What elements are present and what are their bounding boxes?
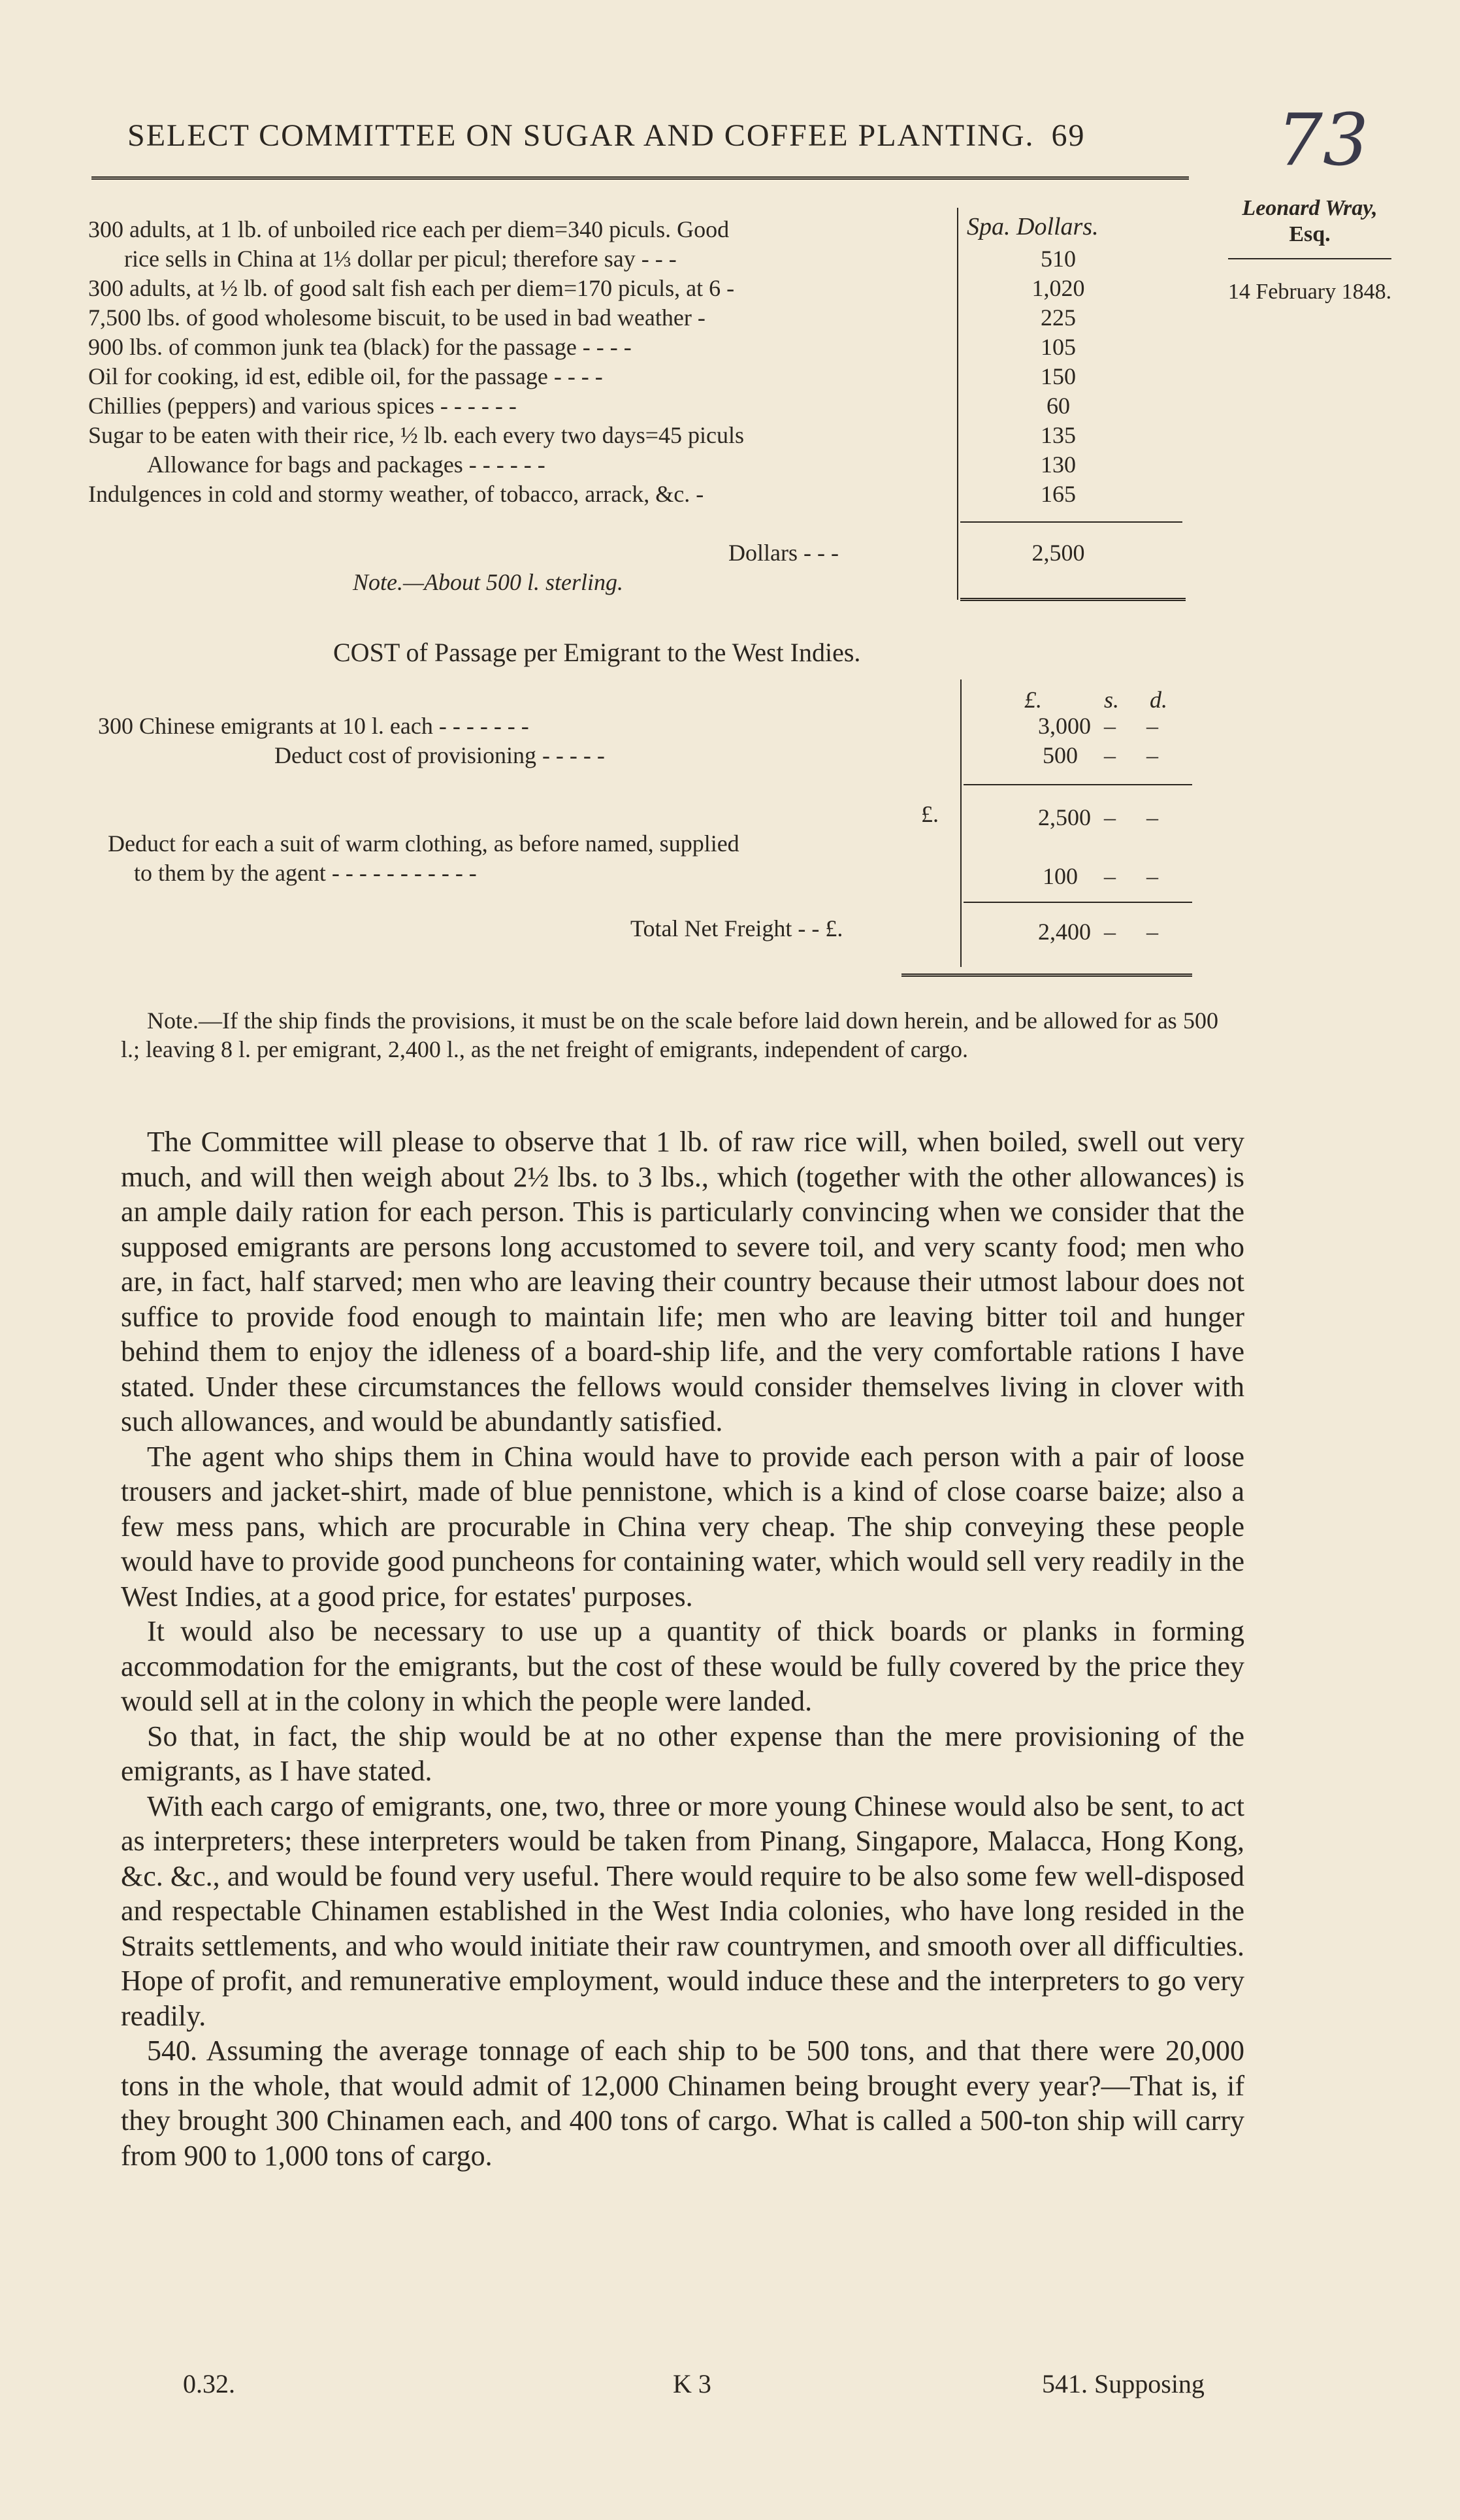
header-title: SELECT COMMITTEE ON SUGAR AND COFFEE PLANTING. xyxy=(127,118,1035,153)
paragraph: So that, in fact, the ship would be at no other expense than the mere provisioning of the emigrants, as I have stated. xyxy=(121,1720,1244,1787)
passage-total-rule xyxy=(901,974,1192,977)
sidenote-name: Leonard Wray, xyxy=(1242,196,1378,220)
column-header-pence: d. xyxy=(1150,687,1167,713)
body-text xyxy=(121,1124,1244,2173)
passage-total-top-rule xyxy=(964,902,1192,903)
table-cell: – xyxy=(1146,804,1158,830)
footer-catchword: 541. Supposing xyxy=(1042,2369,1205,2398)
table-cell: – xyxy=(1104,713,1116,739)
handwritten-folio-number: 73 xyxy=(1277,98,1369,182)
table-cell: – xyxy=(1146,863,1158,889)
provisions-note: Note.—About 500 l. sterling. xyxy=(353,569,623,595)
provisions-total-rule xyxy=(960,598,1186,601)
paragraph: 540. Assuming the average tonnage of each ship to be 500 tons, and that there were 20,000 tons in the whole, that would admit of 12,000 Chinamen being brought every year?—That is, if they brought 300 Chinamen each, and 400 tons of cargo. What is called a 500-ton ship will carry from 900 to 1,000 tons of cargo. xyxy=(121,2035,1244,2172)
table-cell: – xyxy=(1104,742,1116,768)
footer-signature: K 3 xyxy=(673,2369,711,2398)
passage-column-divider xyxy=(960,679,962,967)
provisions-subtotal-rule xyxy=(960,521,1182,523)
header-rule xyxy=(91,176,1189,180)
column-header-shillings: s. xyxy=(1104,687,1120,713)
paragraph: The Committee will please to observe that 1 lb. of raw rice will, when boiled, swell out very much, and will then weigh about 2½ lbs. to 3 lbs., which (together with the other allowances) is an ample daily ration for each person. This is particularly convincing when we consider that the supposed emigrants are persons long accustomed to severe toil, and very scanty food; men who are, in fact, half starved; men who are leaving their country because their utmost labour does not suffice to provide food enough to maintain life; men who are leaving bitter toil and hunger behind them to enjoy the idleness of a board-ship life, and the very comfortable rations I have stated. Under these circumstances the fellows would consider themselves living in clover with such allowances, and would be abundantly satisfied. xyxy=(121,1126,1244,1437)
table-cell: 2,500 xyxy=(1038,804,1091,830)
page-number: 69 xyxy=(1051,118,1086,153)
table-row: £. xyxy=(921,801,939,827)
sidenote-date: 14 February 1848. xyxy=(1227,280,1392,304)
table-cell: 3,000 xyxy=(1038,713,1091,739)
provisions-column-header: Spa. Dollars. xyxy=(967,213,1099,240)
paragraph: With each cargo of emigrants, one, two, three or more young Chinese would also be sent, to act as interpreters; these interpreters would be taken from Pinang, Singapore, Malacca, Hong Kong, &c. &c., and would be found very useful. There would require to be also some few well-disposed and respectable Chinamen established in the West India colonies, who have long resided in the Straits settlements, and who would initiate their raw countrymen, and smooth over all difficulties. Hope of profit, and remunerative employment, would induce these and the interpreters to go very readily. xyxy=(121,1790,1244,2032)
sidenote-rule xyxy=(1228,258,1391,259)
table-cell: – xyxy=(1104,919,1116,945)
sidenote-suffix: Esq. xyxy=(1289,222,1331,246)
provisions-total-value: 2,500 xyxy=(1031,540,1085,566)
column-header-pounds: £. xyxy=(1024,687,1042,713)
table-cell: – xyxy=(1146,713,1158,739)
table-row: Deduct for each a suit of warm clothing, as before named, supplied xyxy=(108,830,739,857)
table-row: Deduct cost of provisioning - - - - - xyxy=(274,742,605,768)
table-cell: – xyxy=(1104,804,1116,830)
paragraph: It would also be necessary to use up a quantity of thick boards or planks in forming accommodation for the emigrants, but the cost of these would be fully covered by the price they would sell at in the colony in which the people were landed. xyxy=(121,1615,1244,1717)
provisions-column-divider xyxy=(957,208,958,600)
table-cell: 100 xyxy=(1043,863,1078,889)
paragraph: The agent who ships them in China would have to provide each person with a pair of loose trousers and jacket-shirt, made of blue pennistone, which is a kind of close coarse baize; also a few mess pans, which are procurable in China very cheap. The ship conveying these people would have to provide good puncheons for containing water, which would sell very readily in the West Indies, at a good price, for estates' purposes. xyxy=(121,1440,1244,1612)
table-cell: – xyxy=(1146,742,1158,768)
provisions-total-label: Dollars - - - xyxy=(728,540,839,566)
passage-title: COST of Passage per Emigrant to the West Indies. xyxy=(333,638,861,667)
table-cell: 2,400 xyxy=(1038,919,1091,945)
table-cell: – xyxy=(1104,863,1116,889)
table-row: Total Net Freight - - £. xyxy=(630,915,843,941)
passage-subtotal-rule xyxy=(964,784,1192,785)
passage-note: Note.—If the ship finds the provisions, it must be on the scale before laid down herein, and be allowed for as 500 l.; leaving 8 l. per emigrant, 2,400 l., as the net freight of emigrants, independent of cargo. xyxy=(121,1007,1218,1062)
table-cell: 500 xyxy=(1043,742,1078,768)
table-row: 300 Chinese emigrants at 10 l. each - - - - - - - xyxy=(98,713,529,739)
table-row: to them by the agent - - - - - - - - - - - xyxy=(134,860,477,886)
running-header xyxy=(127,118,1186,154)
table-cell: – xyxy=(1146,919,1158,945)
footer-left: 0.32. xyxy=(183,2369,235,2398)
